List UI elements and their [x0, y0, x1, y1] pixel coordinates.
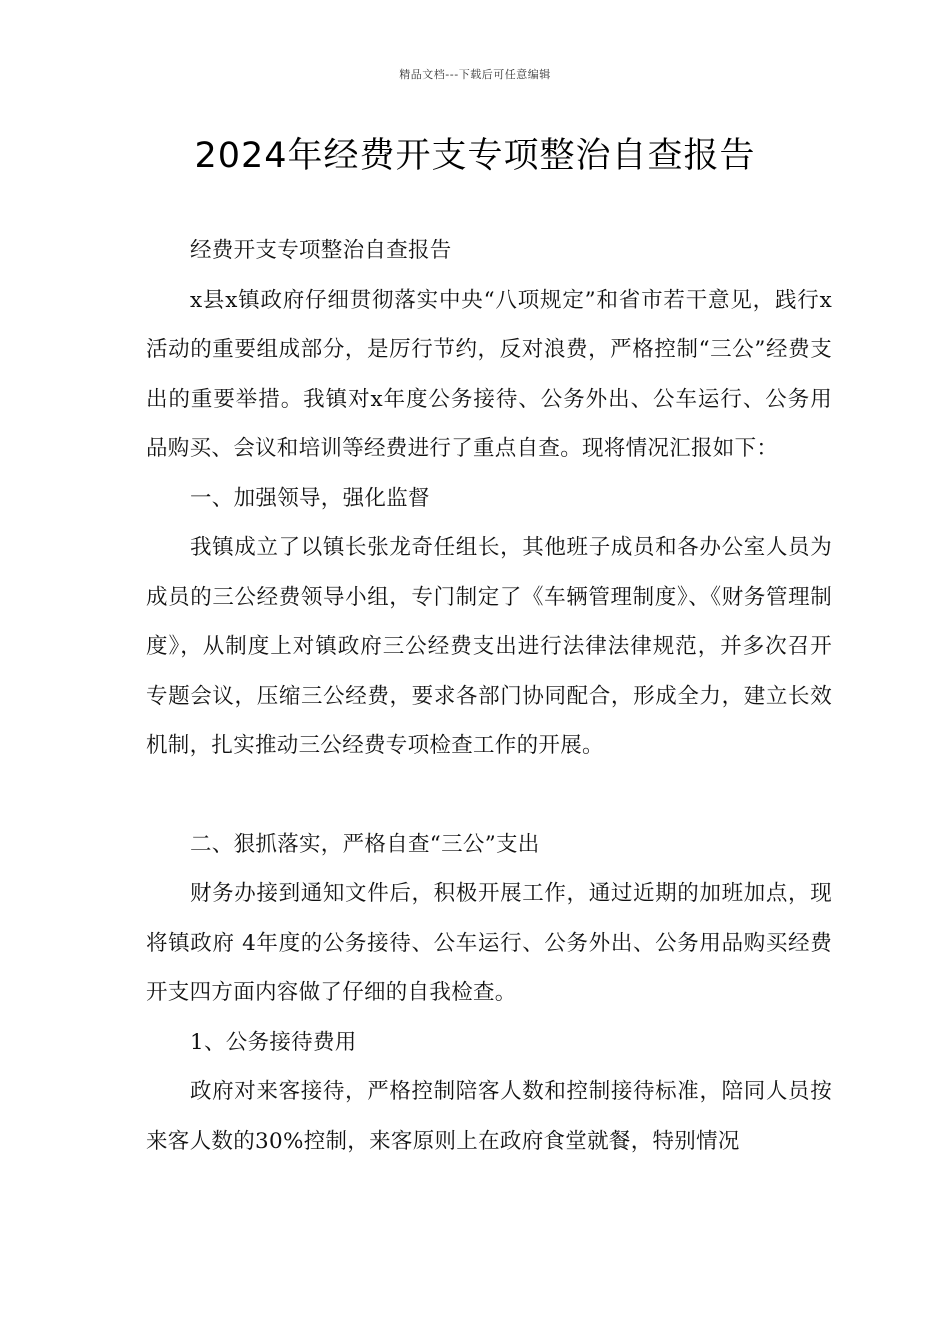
document-title: 2024年经费开支专项整治自查报告	[194, 136, 756, 176]
header-note: 精品文档---下载后可任意编辑	[399, 68, 551, 81]
section-heading-1: 一、加强领导，强化监督	[190, 485, 430, 511]
subsection-heading-1: 1、公务接待费用	[190, 1029, 357, 1055]
paragraph-inspection: 财务办接到通知文件后，积极开展工作，通过近期的加班加点，现将镇政府 4年度的公务接待、公车运行、公务外出、公务用品购买经费开支四方面内容做了仔细的自我检查。	[146, 881, 832, 1005]
document-body	[146, 226, 832, 1166]
paragraph-gap	[146, 771, 832, 820]
paragraph-reception: 政府对来客接待，严格控制陪客人数和控制接待标准，陪同人员按来客人数的30%控制，来客原则上在政府食堂就餐，特别情况	[146, 1079, 832, 1154]
paragraph-leadership: 我镇成立了以镇长张龙奇任组长，其他班子成员和各办公室人员为成员的三公经费领导小组，专门制定了《车辆管理制度》、《财务管理制度》，从制度上对镇政府三公经费支出进行法律法律规范，并多次召开专题会议，压缩三公经费，要求各部门协同配合，形成全力，建立长效机制，扎实推动三公经费专项检查工作的开展。	[146, 535, 832, 758]
section-heading-2: 二、狠抓落实，严格自查“三公”支出	[190, 831, 540, 857]
paragraph-intro: x县x镇政府仔细贯彻落实中央“八项规定”和省市若干意见，践行x活动的重要组成部分，是厉行节约，反对浪费，严格控制“三公”经费支出的重要举措。我镇对x年度公务接待、公务外出、公车运行、公务用品购买、会议和培训等经费进行了重点自查。现将情况汇报如下：	[146, 287, 832, 461]
paragraph-subtitle: 经费开支专项整治自查报告	[190, 238, 452, 263]
